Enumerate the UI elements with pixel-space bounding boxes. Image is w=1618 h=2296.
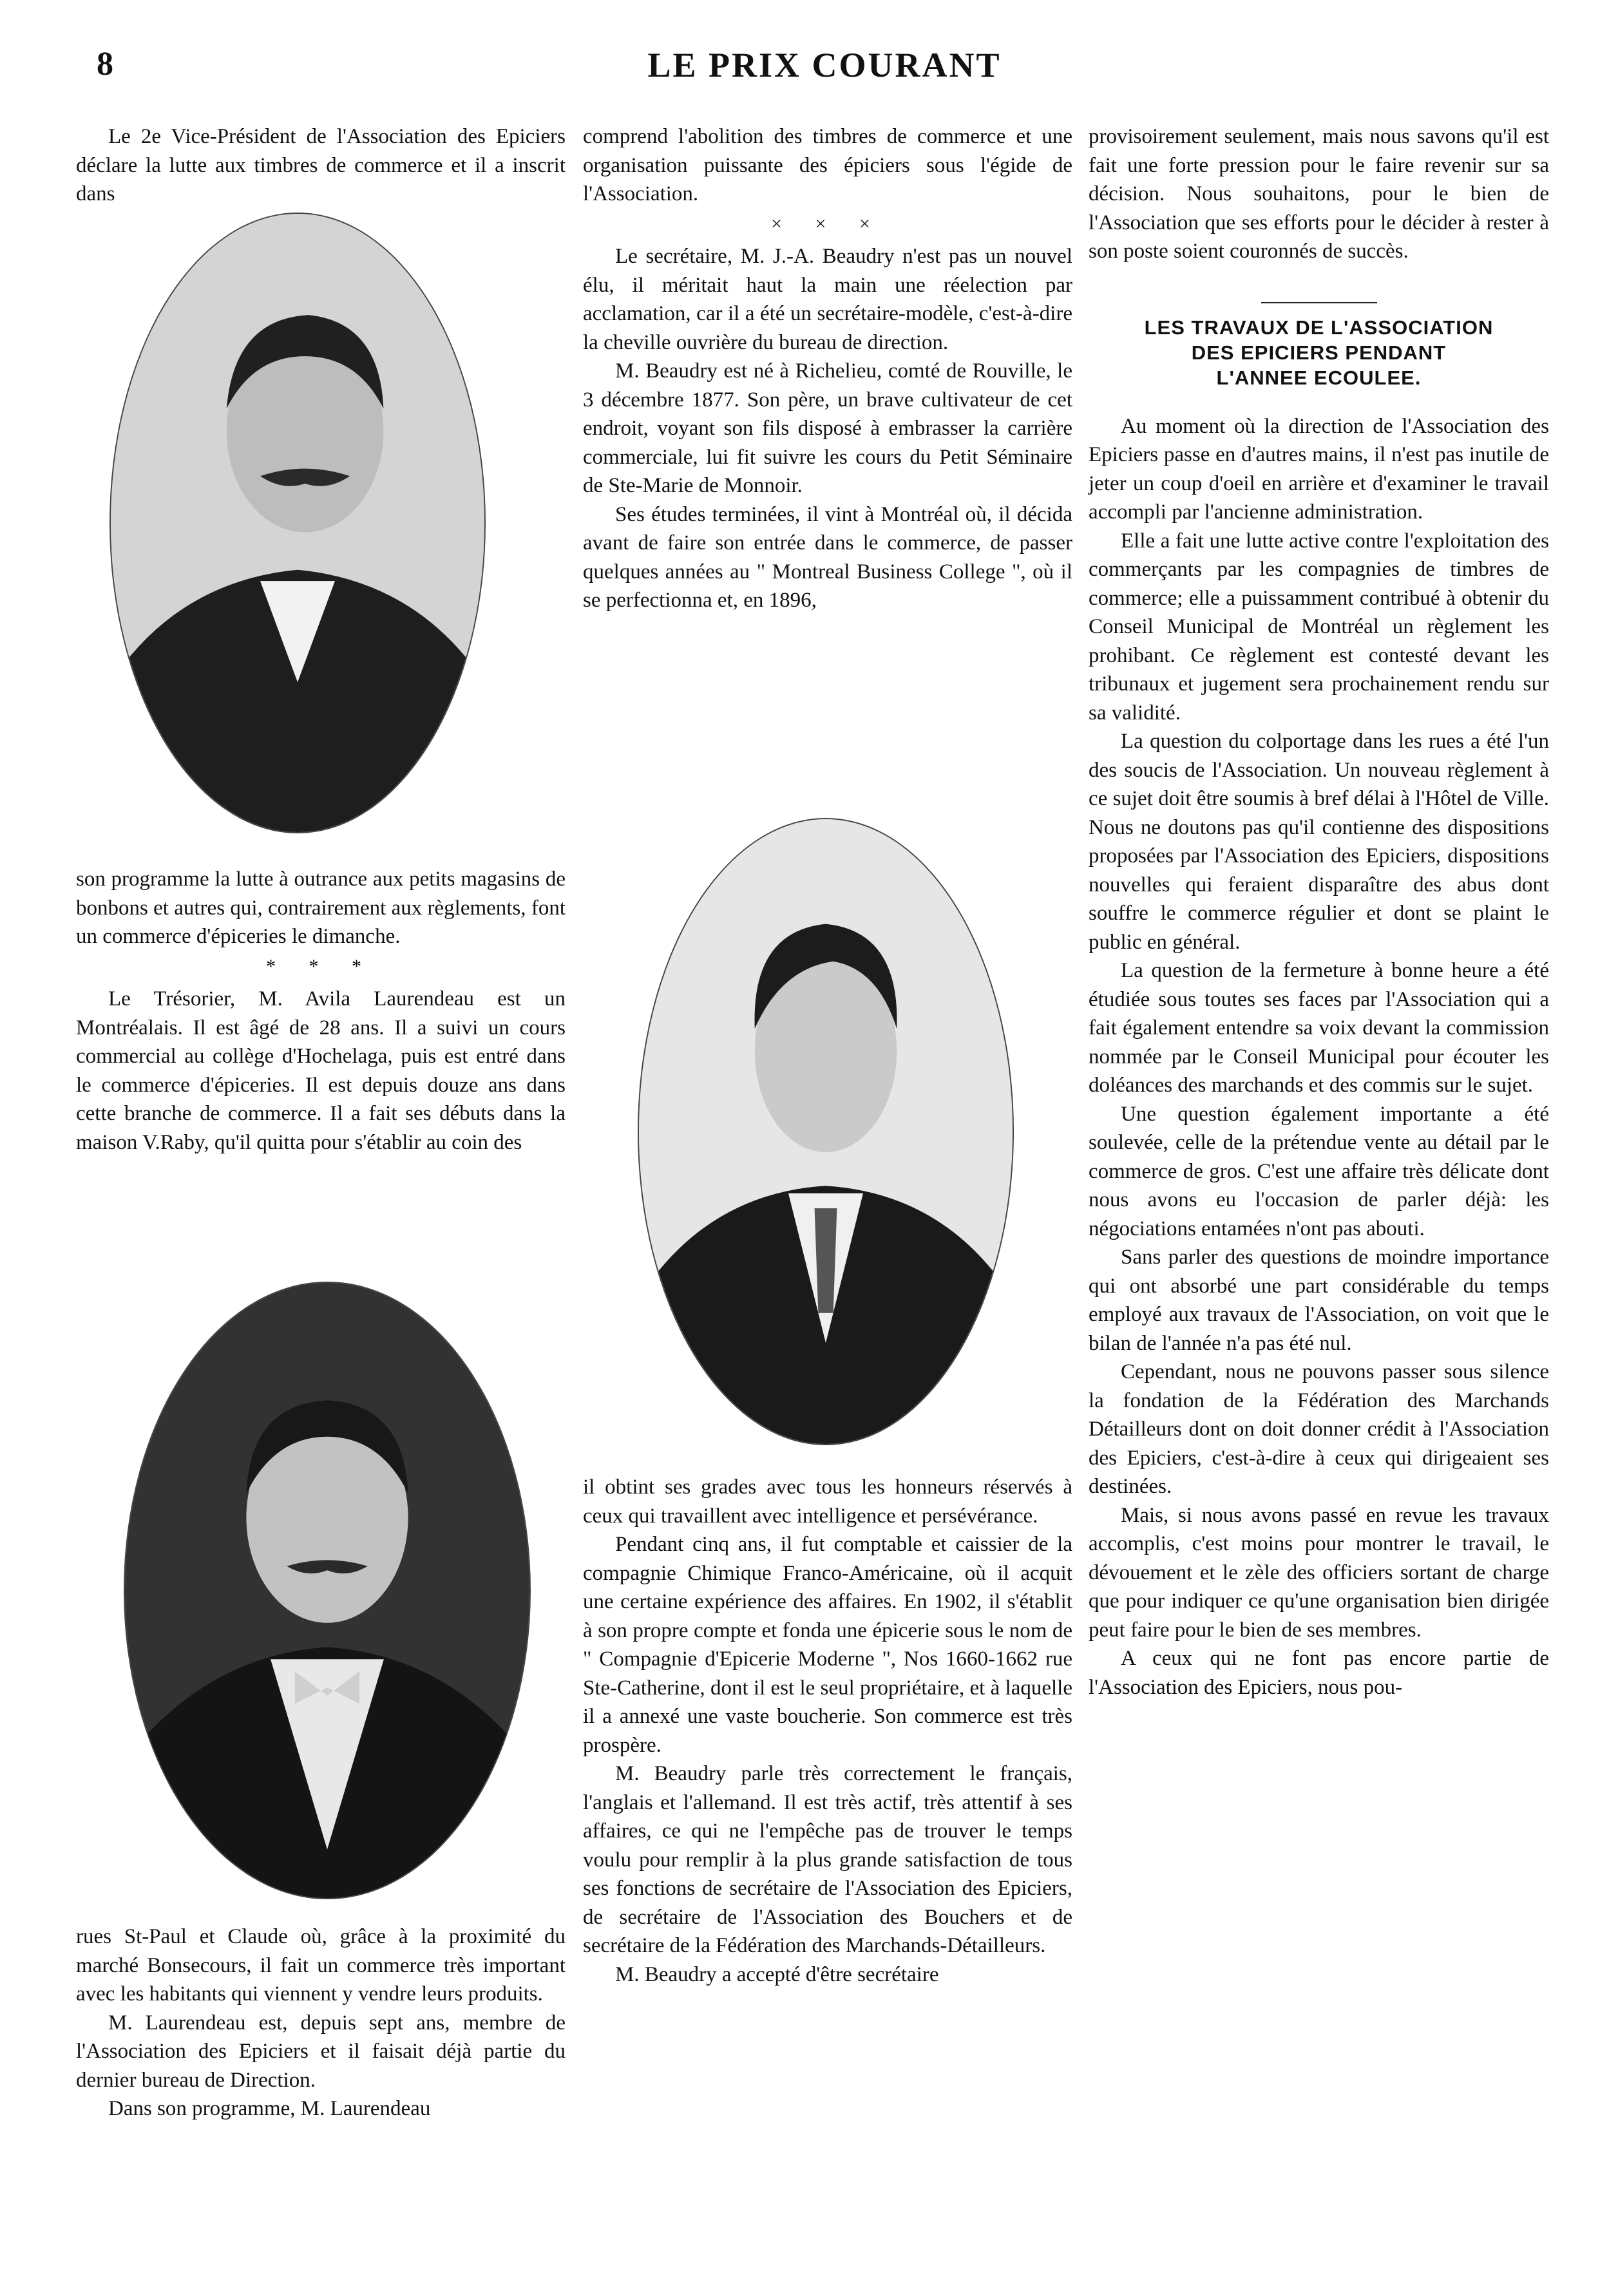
portrait-vice-president [109,213,486,833]
section-separator: × × × [771,213,884,234]
paragraph-travaux-9: A ceux qui ne font pas encore partie de l'Association des Epiciers, nous pou- [1089,1647,1549,1699]
paragraph-tresorier: Le Trésorier, M. Avila Laurendeau est un Montréalais. Il est âgé de 28 ans. Il a suivi un cours commercial au collège d'Hochelaga, puis est entré dans le commerce d'épiceries. Il est depuis douze ans dans cette branche de commerce. Il a fait ses débuts dans la maison V.Raby, qu'il quitta pour s'établir au coin des [76,987,566,1154]
paragraph-cinq-ans: Pendant cinq ans, il fut comptable et caissier de la compagnie Chimique Franco-Américaine, où il acquit une certaine expérience des affaires. En 1902, il s'établit à son propre compte et fonda une épicerie sous le nom de " Compagnie d'Epicerie Moderne ", Nos 1660-1662 rue Ste-Catherine, dont il est le seul propriétaire, et à laquelle il a annexé une vaste boucherie. Son commerce est très prospère. [583,1533,1072,1757]
paragraph-naissance: M. Beaudry est né à Richelieu, comté de Rouville, le 3 décembre 1877. Son père, un brave cultivateur de cet endroit, voyant son fils disposé à embrasser la carrière commerciale, lui fit suivre les cours du Petit Séminaire de Ste-Marie de Monnoir. [583,359,1072,497]
column-3 [1089,122,1549,1702]
column-1-bottom [76,1922,566,2123]
publication-title: LE PRIX COURANT [647,46,1002,84]
column-1-middle [76,865,566,1157]
paragraph-vice-president: Le 2e Vice-Président de l'Association des Epiciers déclare la lutte aux timbres de commerce et il a inscrit dans [76,125,566,205]
paragraph-travaux-2: Elle a fait une lutte active contre l'exploitation des commerçants par les compagnies de timbres de commerce; elle a puissamment contribué à obtenir du Conseil Municipal de Montréal un règlement les prohibant. Ce règlement est contesté devant les tribunaux et jugement sera prochainement rendu sur sa validité. [1089,529,1549,725]
paragraph-dans-programme: Dans son programme, M. Laurendeau [108,2097,431,2120]
page-number: 8 [97,46,113,82]
paragraph-travaux-4: La question de la fermeture à bonne heure a été étudiée sous toutes ses faces par l'Association qui a fait également entendre sa voix devant la commission nommée par le Conseil Municipal pour écouter les doléances des marchands et des commis sur le sujet. [1089,959,1549,1097]
paragraph-secretaire: Le secrétaire, M. J.-A. Beaudry n'est pas un nouvel élu, il méritait haut la main une réelection par acclamation, car il a été un secrétaire-modèle, c'est-à-dire la cheville ouvrière du bureau de direction. [583,245,1072,354]
paragraph-travaux-1: Au moment où la direction de l'Association des Epiciers passe en d'autres mains, il n'est pas inutile de jeter un coup d'oeil en arrière et d'examiner le travail accompli par l'ancienne administration. [1089,414,1549,524]
paragraph-travaux-3: La question du colportage dans les rues a été l'un des soucis de l'Association. Un nouveau règlement à ce sujet doit être soumis à bref délai à l'Hôtel de Ville. Nous ne doutons pas qu'il contienne des dispositions proposées par l'Association des Epiciers, dispositions nouvelles qui feraient disparaître des abus dont souffre le commerce régulier et dont se plaint le public en général. [1089,730,1549,954]
portrait-secretaire [638,818,1014,1445]
paragraph-langues: M. Beaudry parle très correctement le français, l'anglais et l'allemand. Il est très actif, très attentif à ses affaires, ce qui ne l'empêche pas de trouver le temps voulu pour remplir à la plus grande satisfaction de tous ses fonctions de secrétaire de l'Association des Epiciers, de secrétaire de l'Association des Bouchers et de secrétaire de la Fédération des Marchands-Détailleurs. [583,1762,1072,1957]
section-heading [1089,302,1549,390]
paragraph-etudes: Ses études terminées, il vint à Montréal où, il décida avant de faire son entrée dans le commerce, de passer quelques années au " Montreal Business College ", où il se perfectionna et, en 1896, [583,502,1072,612]
paragraph-rues: rues St-Paul et Claude où, grâce à la proximité du marché Bonsecours, il fait un commerce très important avec les habitants qui viennent y vendre leurs produits. [76,1925,566,2006]
paragraph-grades: il obtint ses grades avec tous les honneurs réservés à ceux qui travaillent avec intelligence et persévérance. [583,1475,1072,1528]
paragraph-travaux-6: Sans parler des questions de moindre importance qui ont absorbé une part considérable du temps employé aux travaux de l'Association, on voit que le bilan de l'année n'a pas été nul. [1089,1246,1549,1355]
section-separator: * * * [266,955,376,977]
paragraph-travaux-8: Mais, si nous avons passé en revue les travaux accomplis, c'est moins pour montrer le travail, le dévouement et le zèle des officiers sortant de charge que pour indiquer ce qu'une organisation bien dirigée peut faire pour le bien de ses membres. [1089,1503,1549,1642]
paragraph-programme: son programme la lutte à outrance aux petits magasins de bonbons et autres qui, contrairement aux règlements, font un commerce d'épiceries le dimanche. [76,868,566,948]
paragraph-comprend: comprend l'abolition des timbres de commerce et une organisation puissante des épiciers sous l'égide de l'Association. [583,125,1072,205]
column-2-bottom [583,1473,1072,1989]
paragraph-travaux-7: Cependant, nous ne pouvons passer sous silence la fondation de la Fédération des Marchands Détailleurs dont on doit donner crédit à l'Association des Epiciers, c'est-à-dire à ceux qui dirigeaient ses destinées. [1089,1360,1549,1498]
portrait-tresorier [124,1282,531,1899]
section-heading-line: L'ANNEE ECOULEE. [1216,366,1422,389]
section-heading-line: DES EPICIERS PENDANT [1191,341,1447,364]
section-heading-line: LES TRAVAUX DE L'ASSOCIATION [1144,316,1494,339]
paragraph-membre: M. Laurendeau est, depuis sept ans, membre de l'Association des Epiciers et il faisait déjà partie du dernier bureau de Direction. [76,2011,566,2092]
column-1-top [76,122,566,209]
paragraph-provisoirement: provisoirement seulement, mais nous savons qu'il est fait une forte pression pour le faire revenir sur sa décision. Nous souhaitons, pour le bien de l'Association que ses efforts pour le décider à rester à son poste soient couronnés de succès. [1089,125,1549,263]
column-2-top [583,122,1072,615]
paragraph-accepte: M. Beaudry a accepté d'être secrétaire [615,1962,939,1986]
paragraph-travaux-5: Une question également importante a été soulevée, celle de la prétendue vente au détail par le commerce de gros. C'est une affaire très délicate dont nous avons eu l'occasion de parler déjà: les négociations entamées n'ont pas abouti. [1089,1102,1549,1240]
page-header [97,45,1552,90]
